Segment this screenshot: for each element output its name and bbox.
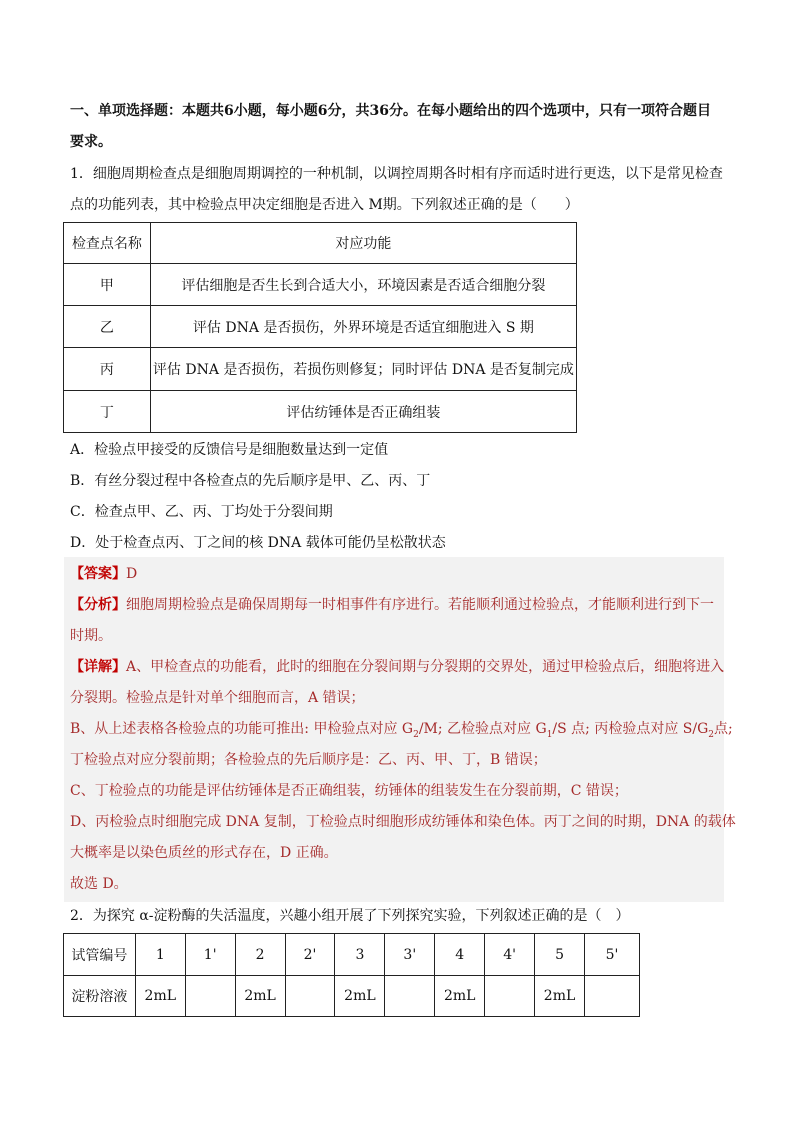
table-header-cell: 试管编号 bbox=[64, 934, 136, 976]
conclusion: 故选 D。 bbox=[70, 876, 128, 892]
option-d: D．处于检查点丙、丁之间的核 DNA 载体可能仍呈松散状态 bbox=[70, 535, 446, 551]
table-header-cell: 5 bbox=[535, 934, 585, 976]
table-row bbox=[64, 306, 577, 348]
detail-b-part: B、从上述表格各检验点的功能可推出: 甲检验点对应 G bbox=[70, 721, 414, 737]
q1-stem-line1: 1．细胞周期检查点是细胞周期调控的一种机制，以调控周期各时相有序而适时进行更迭，以下是常见检查 bbox=[70, 166, 723, 182]
section-heading-cont: 要求。 bbox=[70, 134, 112, 150]
table-cell: 2mL bbox=[135, 976, 185, 1017]
table-cell: 评估细胞是否生长到合适大小，环境因素是否适合细胞分裂 bbox=[150, 264, 576, 306]
analysis-tag: 【分析】 bbox=[70, 597, 126, 613]
table-cell: 淀粉溶液 bbox=[64, 976, 136, 1017]
table-cell bbox=[185, 976, 235, 1017]
option-c: C．检查点甲、乙、丙、丁均处于分裂间期 bbox=[70, 504, 333, 520]
detail-b-part: 点; bbox=[714, 721, 733, 737]
table-header-cell: 3 bbox=[335, 934, 385, 976]
table-cell: 评估纺锤体是否正确组装 bbox=[150, 391, 576, 433]
table-cell bbox=[585, 976, 640, 1017]
table-cell bbox=[285, 976, 335, 1017]
table-row bbox=[64, 391, 577, 433]
detail-a-line1 bbox=[70, 657, 725, 677]
table-row bbox=[64, 264, 577, 306]
option-b: B．有丝分裂过程中各检查点的先后顺序是甲、乙、丙、丁 bbox=[70, 473, 431, 489]
detail-b-part: /S 点; 丙检验点对应 S/G bbox=[552, 721, 709, 737]
detail-a-text: A、甲检查点的功能看，此时的细胞在分裂间期与分裂期的交界处，通过甲检验点后，细胞将进入 bbox=[126, 659, 725, 675]
table-header-cell: 5' bbox=[585, 934, 640, 976]
table-cell: 2mL bbox=[235, 976, 285, 1017]
table-header-cell: 2' bbox=[285, 934, 335, 976]
table-cell: 丁 bbox=[64, 391, 151, 433]
table-header-cell: 对应功能 bbox=[150, 223, 576, 264]
table-cell: 评估 DNA 是否损伤，外界环境是否适宜细胞进入 S 期 bbox=[150, 306, 576, 348]
table-header-cell: 检查点名称 bbox=[64, 223, 151, 264]
table-row bbox=[64, 348, 577, 391]
detail-tag: 【详解】 bbox=[70, 659, 126, 675]
table-header-cell: 3' bbox=[385, 934, 435, 976]
table-cell: 2mL bbox=[435, 976, 485, 1017]
table-header-cell: 4' bbox=[485, 934, 535, 976]
detail-b-line2: 丁检验点对应分裂前期；各检验点的先后顺序是：乙、丙、甲、丁，B 错误； bbox=[70, 752, 547, 768]
table-cell: 甲 bbox=[64, 264, 151, 306]
subscript: 2 bbox=[708, 729, 715, 740]
table-cell: 2mL bbox=[535, 976, 585, 1017]
analysis-text: 细胞周期检验点是确保周期每一时相事件有序进行。若能顺利通过检验点，才能顺利进行到下一 bbox=[126, 597, 714, 613]
answer-value: D bbox=[126, 566, 138, 582]
analysis-line1 bbox=[70, 595, 720, 615]
table-header-cell: 1' bbox=[185, 934, 235, 976]
amylase-table bbox=[63, 933, 640, 1017]
checkpoint-table bbox=[63, 222, 577, 433]
section-heading: 一、单项选择题：本题共6小题，每小题6分，共36分。在每小题给出的四个选项中，只有一项符合题目 bbox=[70, 103, 711, 119]
detail-a-line2: 分裂期。检验点是针对单个细胞而言，A 错误； bbox=[70, 690, 365, 706]
table-cell: 评估 DNA 是否损伤，若损伤则修复；同时评估 DNA 是否复制完成 bbox=[150, 348, 576, 391]
answer-analysis-block bbox=[64, 557, 736, 902]
table-cell: 丙 bbox=[64, 348, 151, 391]
option-a: A．检验点甲接受的反馈信号是细胞数量达到一定值 bbox=[70, 442, 389, 458]
q2-stem: 2．为探究 α-淀粉酶的失活温度，兴趣小组开展了下列探究实验，下列叙述正确的是（ ） bbox=[70, 908, 630, 924]
table-cell bbox=[385, 976, 435, 1017]
q1-stem-line2: 点的功能列表，其中检验点甲决定细胞是否进入 M期。下列叙述正确的是（ ） bbox=[70, 197, 579, 213]
answer-tag: 【答案】 bbox=[70, 566, 126, 582]
subscript: 1 bbox=[546, 729, 553, 740]
table-cell bbox=[485, 976, 535, 1017]
table-cell: 乙 bbox=[64, 306, 151, 348]
detail-c: C、丁检验点的功能是评估纺锤体是否正确组装，纺锤体的组装发生在分裂前期，C 错误； bbox=[70, 783, 628, 799]
detail-b-part: /M; 乙检验点对应 G bbox=[418, 721, 547, 737]
table-header-row bbox=[64, 934, 640, 976]
table-header-cell: 4 bbox=[435, 934, 485, 976]
table-header-cell: 1 bbox=[135, 934, 185, 976]
detail-d-line1: D、丙检验点时细胞完成 DNA 复制，丁检验点时细胞形成纺锤体和染色体。丙丁之间的时期，DNA 的载体 bbox=[70, 814, 736, 830]
table-cell: 2mL bbox=[335, 976, 385, 1017]
analysis-line2: 时期。 bbox=[70, 628, 112, 644]
detail-b-line1 bbox=[70, 719, 733, 745]
answer-line bbox=[70, 564, 720, 584]
table-header-cell: 2 bbox=[235, 934, 285, 976]
table-header-row bbox=[64, 223, 577, 264]
table-row bbox=[64, 976, 640, 1017]
subscript: 2 bbox=[413, 729, 419, 740]
detail-d-line2: 大概率是以染色质丝的形式存在，D 正确。 bbox=[70, 845, 338, 861]
